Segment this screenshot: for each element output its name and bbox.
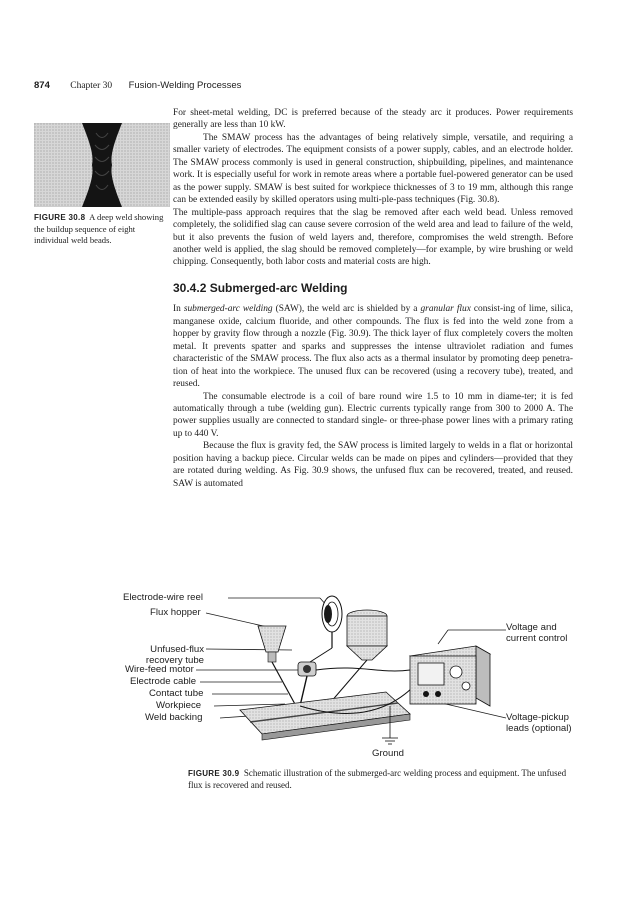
chapter-title: Fusion-Welding Processes — [128, 80, 242, 91]
term-granular-flux: granular flux — [420, 304, 471, 315]
label-flux-hopper: Flux hopper — [150, 607, 201, 618]
paragraph: For sheet-metal welding, DC is preferred because of the steady arc it produces. Power requirements generally are less than 10 kW. — [173, 108, 573, 131]
page-number: 874 — [34, 80, 50, 91]
paragraph: The SMAW process has the advantages of being relatively simple, versatile, and requiring a smaller variety of electrodes. The equipment consists of a power supply, cables, and an electrode holder. The SMAW process commonly is used in general construction, shipbuilding, pipelines, and maintenance work. It is especially useful for work in remote areas where a portable fuel-powered generator can be used as the power supply. SMAW is best suited for workpiece thicknesses of 3 to 19 mm, although this range can be extended easily by skilled operators using multi-ple-pass techniques (Fig. 30.8). — [173, 132, 573, 206]
figure-30-9 — [120, 588, 590, 758]
figure-30-8-caption-text: A deep weld showing the buildup sequence of eight individual weld beads. — [34, 212, 164, 245]
paragraph: Because the flux is gravity fed, the SAW process is limited largely to welds in a flat or horizontal position having a backup piece. Circular welds can be made on pipes and cylinders—provided that they are rotated during welding. As Fig. 30.9 shows, the unfused flux can be recovered, treated, and reused. SAW is automated — [173, 441, 573, 489]
page-header — [34, 80, 241, 91]
text-run: In — [173, 304, 184, 315]
figure-30-8-caption — [34, 212, 172, 245]
label-workpiece: Workpiece — [156, 700, 202, 711]
label-voltage-current-control: Voltage and current control — [506, 622, 568, 644]
wire-feed-motor — [298, 648, 332, 706]
label-weld-backing: Weld backing — [145, 712, 203, 723]
figure-30-9-caption — [188, 768, 578, 791]
text-run: (SAW), the weld arc is shielded by a — [272, 304, 421, 315]
term-submerged-arc-welding: submerged-arc welding — [183, 304, 273, 315]
label-electrode-wire-reel: Electrode-wire reel — [123, 592, 203, 603]
figure-30-9-label: FIGURE 30.9 — [188, 769, 240, 778]
wire-reel — [322, 596, 342, 648]
label-contact-tube: Contact tube — [149, 688, 204, 699]
figure-30-8-label: FIGURE 30.8 — [34, 213, 86, 222]
label-voltage-pickup-leads: Voltage-pickup leads (optional) — [506, 712, 572, 734]
power-supply — [410, 646, 490, 706]
text-run: consist-ing of lime, silica, manganese oxide, calcium fluoride, and other compounds. The flux is fed into the weld zone from a hopper by gravity flow through a nozzle (Fig. 30.9). The thick layer of flux completely covers the molten metal. It prevents spatter and sparks and suppresses the intense ultraviolet radiation and fumes characteristic of the SMAW process. The flux also acts as a thermal insulator by promoting deep penetra-tion of heat into the workpiece. The unused flux can be recovered (using a recovery tube), treated, and reused. — [173, 304, 574, 390]
section-heading: 30.4.2 Submerged-arc Welding — [173, 280, 348, 295]
paragraph: The multiple-pass approach requires that the slag be removed after each weld bead. Unless removed completely, the solidified slag can cause severe corrosion of the weld area and lead to failure of the weld, but it also prevents the fusion of weld layers and, therefore, compromises the weld strength. Before another weld is applied, the slag should be removed completely—for example, by wire brushing or weld chipping. Consequently, both labor costs and material costs are high. — [173, 207, 573, 268]
deep-weld-illustration — [34, 123, 170, 207]
figure-30-9-caption-text: Schematic illustration of the submerged-arc welding process and equipment. The unfused flux is recovered and reused. — [188, 768, 567, 790]
body-text — [173, 107, 573, 490]
label-wire-feed-motor: Wire-feed motor — [125, 664, 194, 675]
paragraph — [173, 303, 573, 390]
workpiece — [240, 692, 410, 744]
chapter-label: Chapter 30 — [70, 81, 113, 91]
figure-30-8-image — [34, 123, 170, 207]
paragraph: The consumable electrode is a coil of bare round wire 1.5 to 10 mm in diame-ter; it is fed automatically through a tube (welding gun). Electric currents typically range from 300 to 2000 A. The power supplies usually are connected to standard single- or three-phase power lines with a primary rating up to 440 V. — [173, 391, 573, 439]
label-electrode-cable: Electrode cable — [130, 676, 197, 687]
label-ground: Ground — [372, 748, 404, 759]
label-unfused-flux-recovery-tube: Unfused-flux recovery tube — [145, 644, 204, 666]
